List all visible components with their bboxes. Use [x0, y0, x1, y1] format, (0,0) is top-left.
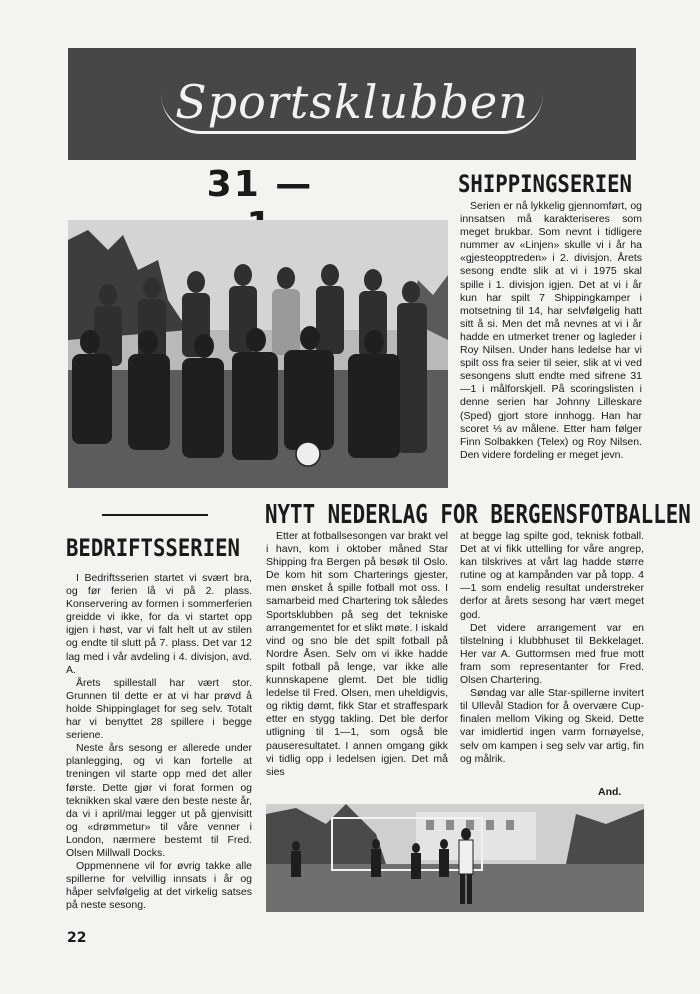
banner-title: Sportsklubben — [161, 75, 543, 134]
shipping-headline: SHIPPINGSERIEN — [458, 170, 632, 198]
shipping-paragraph: Serien er nå lykkelig gjennomført, og innsatsen må karakteriseres som meget brukbar. Som nevnt i tidligere nummer av «Linjen» skulle vi i år ha «gjesteopptreden» i 2. divisjon. Årets sesong endte slik at vi i 1975 skal spille i 1. divisjon igjen. Det at vi i år kun har spilt 7 Shippingkamper i motsetning til 14, har selvfølgelig hatt sitt å si. Men det må nevnes at vi i år hadde en utmerket trener og lagleder i Roy Nilsen. Under hans ledelse har vi spilt oss fra seier til seier, slik at vi ved sesongens slutt endte med sifrene 31—1 i målforskjell. På scoringslisten i denne serien har Johnny Lilleskare (Sped) gjort store innhogg. Han har scoret ⅓ av målene. Etter ham følger Finn Solbakken (Telex) og Roy Nilsen. Den videre fordeling er meget jevn. — [460, 200, 642, 461]
team-photo-image — [68, 220, 448, 488]
nederlag-column-1 — [266, 530, 448, 779]
nederlag-paragraph-1: Etter at fotballsesongen var brakt vel i havn, kom i oktober måned Star Shipping fra Bergen på besøk til Oslo. De kom hit som Charterings gjester, men ønsket å spille fotball mot oss. I samarbeid med Chartering tok således Sportsklubben på seg det tekniske arrangementet for et slikt møte. I iskald vind og sno ble det spilt fotball på Nordre Åsen. Selv om vi ikke hadde spilt fotball på lenge, var ikke alle kunnskapene glemt. Det ble tidlig ledelse til Fred. Olsen, men uheldigvis, og riktig dømt, fikk Star et straffespark etter en stygg takling. Det ble derfor utligning til 1—1, som også ble pauseresultatet. I annen omgang gikk vi tidlig opp i ledelsen igjen. Det må sies — [266, 530, 448, 778]
bedrift-paragraph-2: Årets spillestall har vært stor. Grunnen til dette er at vi har prøvd å holde Shippinglaget for seg selv. Totalt har vi benyttet 28 spillere i begge seriene. — [66, 676, 252, 742]
bedrift-article — [66, 572, 252, 912]
nederlag-column-2 — [460, 530, 644, 766]
nederlag-paragraph-2: at begge lag spilte god, teknisk fotball. Det at vi fikk uttelling for våre angrep, kan tilskrives at vårt lag hadde større rutine og at kampånden var på topp. 4—1 som endelig resultat understreker derfor at årets sesong har vært meget god. — [460, 530, 644, 621]
author-signature: And. — [598, 786, 622, 798]
bedrift-paragraph-3: Neste års sesong er allerede under planlegging, og vi kan fortelle at treningen vil starte opp med det aller første. Dette gjør vi forat formen og teknikken skal være den beste neste år, da vi i april/mai legger ut på gjenvisitt og «drømmetur» til våre venner i London, nærmere bestemt til Fred. Olsen Millwall Docks. — [66, 742, 252, 859]
page-number: 22 — [67, 930, 87, 946]
team-photo — [68, 220, 448, 488]
bedrift-paragraph-4: Oppmennene vil for øvrig takke alle spillerne for velvillig innsats i år og håper selvfølgelig at det virkelig satses på neste sesong. — [66, 860, 252, 912]
match-photo-image — [266, 804, 644, 912]
divider-rule — [102, 514, 208, 516]
nederlag-paragraph-3: Det videre arrangement var en tilstelning i klubbhuset til Bekkelaget. Her var A. Guttormsen med frue mott fram som representanter for Fred. Olsen Chartering. — [460, 621, 644, 687]
shipping-article — [460, 200, 642, 462]
nederlag-headline: NYTT NEDERLAG FOR BERGENSFOTBALLEN — [265, 500, 691, 530]
section-banner — [68, 48, 636, 160]
nederlag-paragraph-4: Søndag var alle Star-spillerne invitert til Ullevål Stadion for å overvære Cup-finalen mellom Viking og Skeid. Dette var imidlertid ingen varm fornøyelse, selv om kampen i seg selv var artig, fin og målrik. — [460, 687, 644, 765]
match-photo — [266, 804, 644, 912]
bedrift-paragraph-1: I Bedriftsserien startet vi svært bra, og før ferien lå vi på 2. plass. Konservering av formen i sommerferien greidde vi ikke, for da vi startet opp igjen i høst, var vi falt helt ut av stilen og endte til slutt på 7. plass. Det var 12 lag med i vår avdeling i 4. divisjon, avd. A. — [66, 572, 252, 676]
score-headline: 31 — — [206, 164, 314, 205]
bedrift-headline: BEDRIFTSSERIEN — [66, 534, 240, 562]
